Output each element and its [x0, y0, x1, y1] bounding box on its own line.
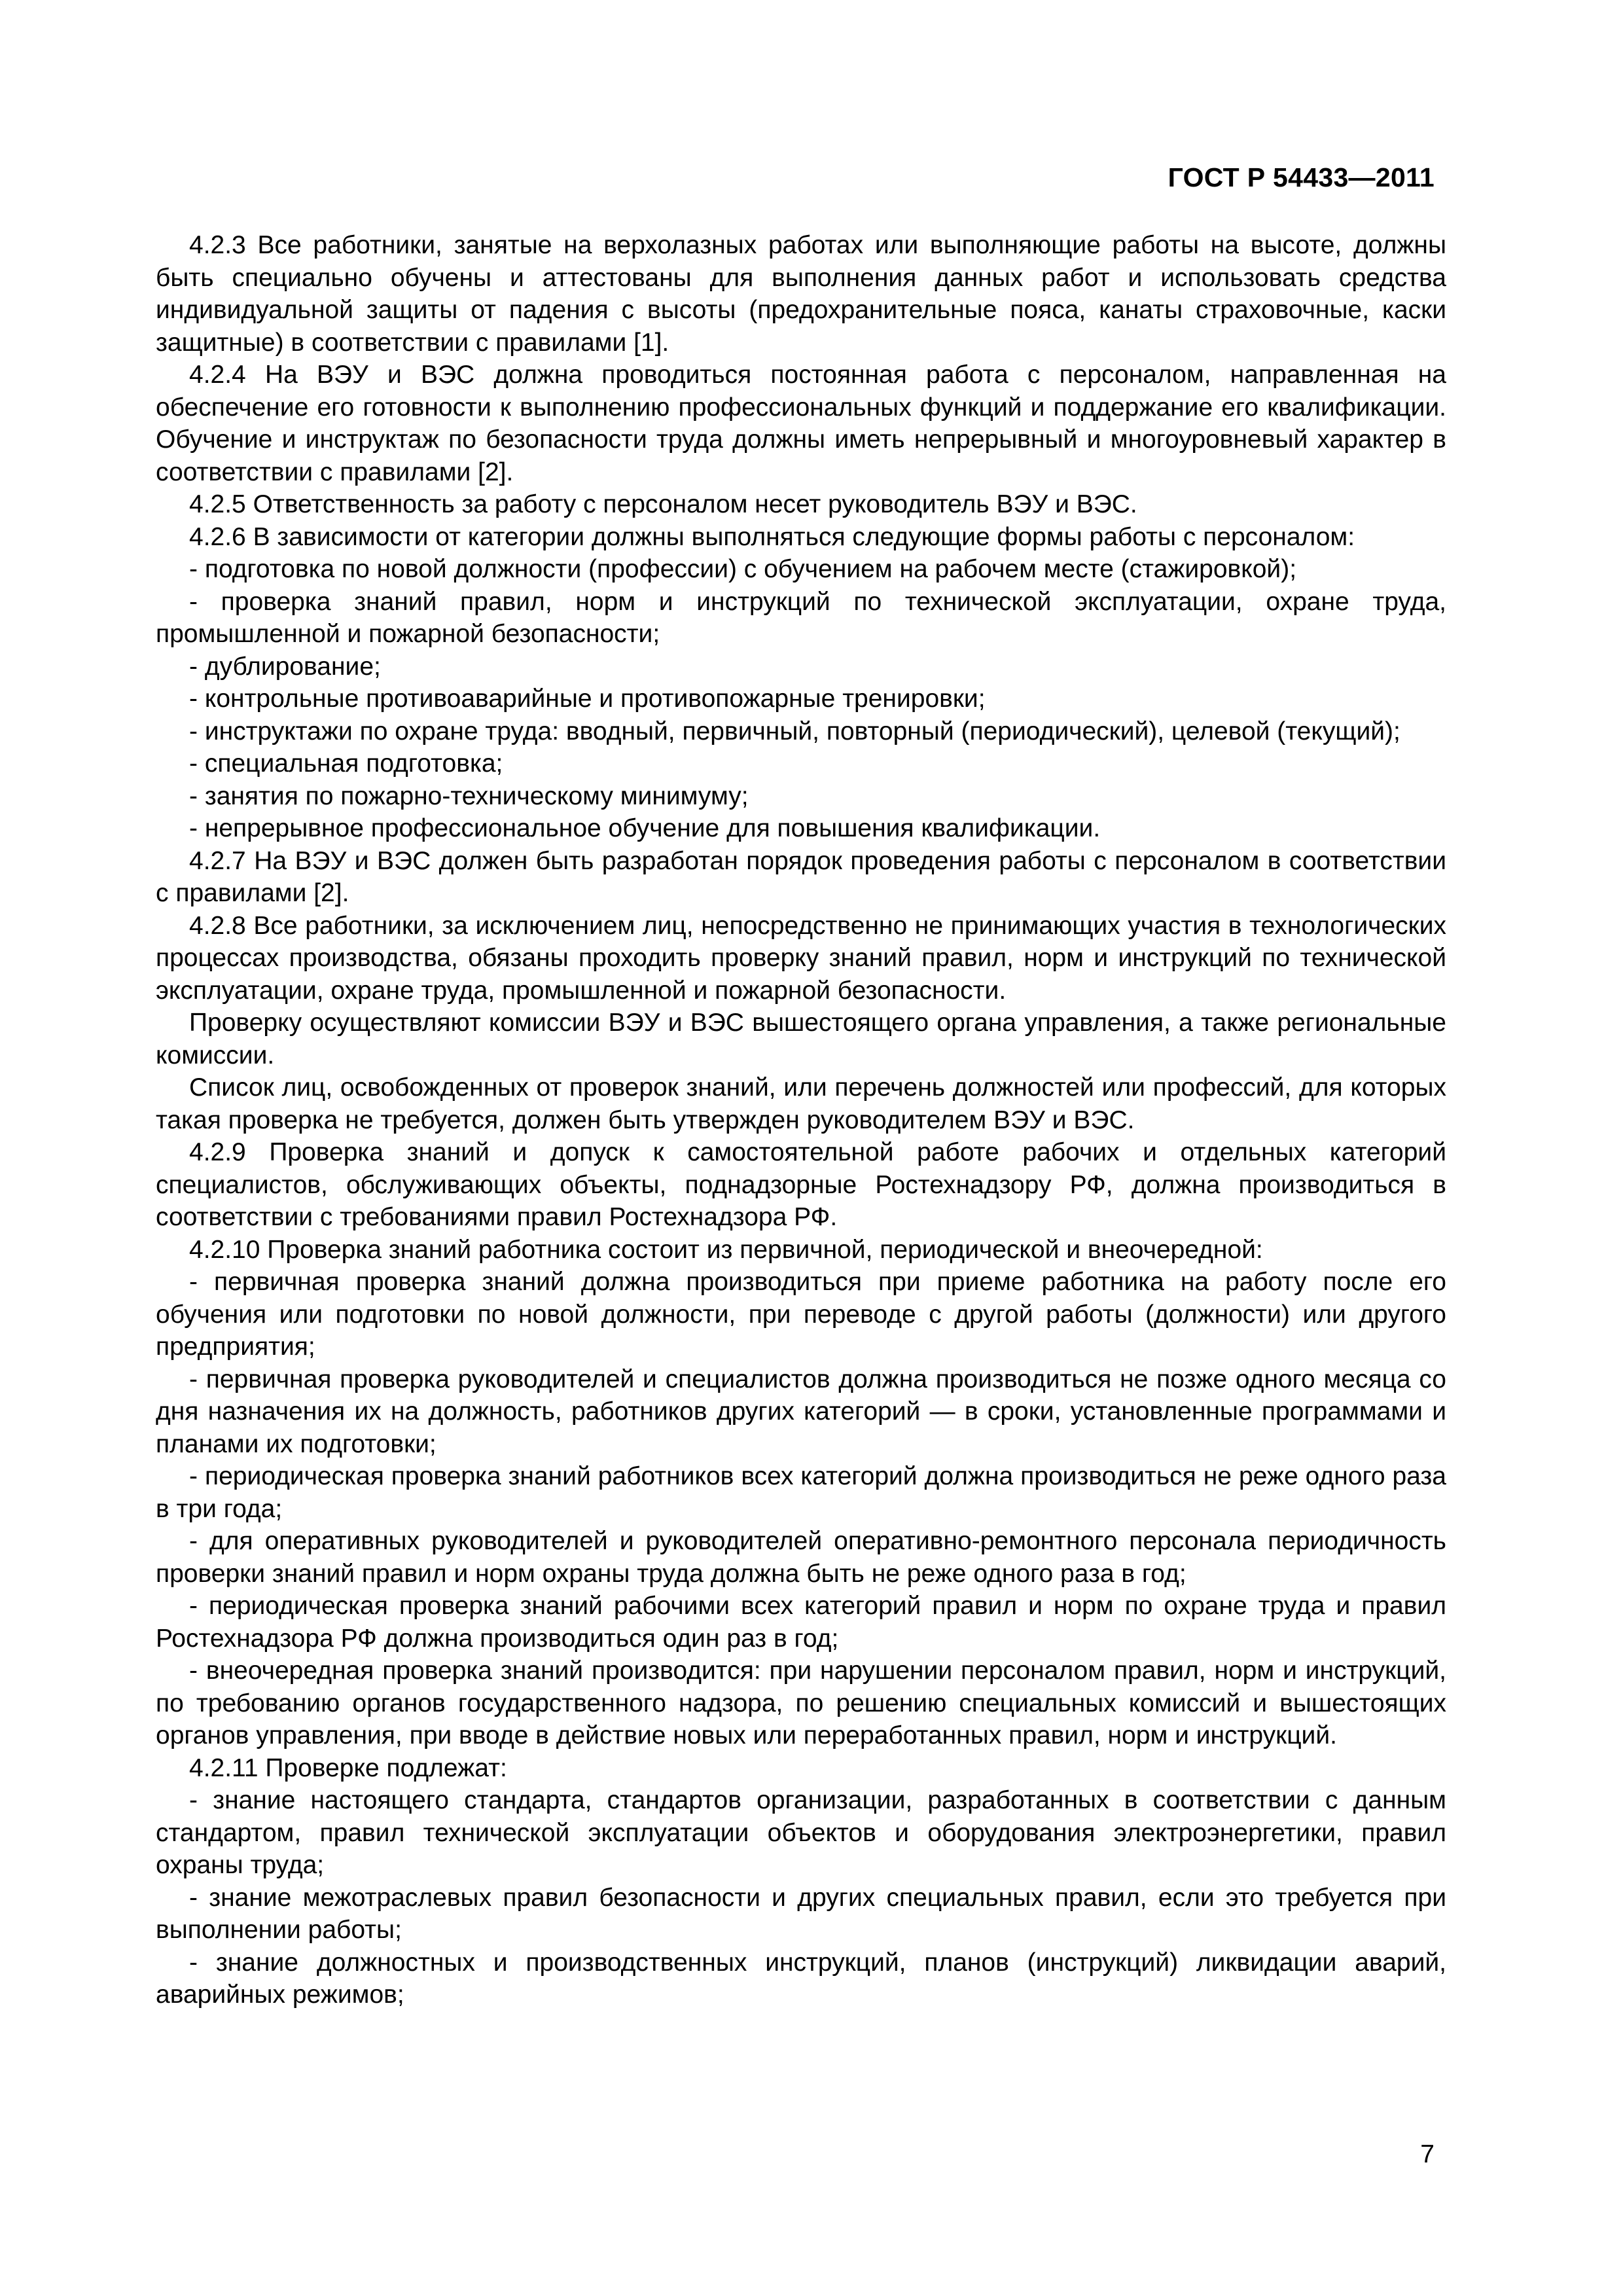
list-item: - знание настоящего стандарта, стандартов организации, разработанных в соответствии с данным стандартом, правил технической эксплуатации объектов и оборудования электроэнергетики, правил охраны труда; — [156, 1786, 1446, 1879]
paragraph-4-2-11: 4.2.11 Проверке подлежат: — [189, 1753, 507, 1782]
list-item: - специальная подготовка; — [189, 749, 503, 778]
list-item: - периодическая проверка знаний рабочими всех категорий правил и норм по охране труда и правил Ростехнадзора РФ должна производиться один раз в год; — [156, 1592, 1446, 1653]
list-item: - подготовка по новой должности (профессии) с обучением на рабочем месте (стажировкой); — [189, 555, 1297, 583]
paragraph-4-2-6: 4.2.6 В зависимости от категории должны выполняться следующие формы работы с персоналом: — [189, 522, 1355, 551]
list-item: - знание должностных и производственных инструкций, планов (инструкций) ликвидации аварий, аварийных режимов; — [156, 1948, 1446, 2009]
paragraph-4-2-10: 4.2.10 Проверка знаний работника состоит из первичной, периодической и внеочередной: — [189, 1235, 1263, 1264]
paragraph: Список лиц, освобожденных от проверок знаний, или перечень должностей или профессий, для которых такая проверка не требуется, должен быть утвержден руководителем ВЭУ и ВЭС. — [156, 1073, 1446, 1134]
list-item: - первичная проверка знаний должна производиться при приеме работника на работу после его обучения или подготовки по новой должности, при переводе с другой работы (должности) или другого предприятия; — [156, 1268, 1446, 1361]
paragraph: Проверку осуществляют комиссии ВЭУ и ВЭС вышестоящего органа управления, а также региональные комиссии. — [156, 1009, 1446, 1069]
paragraph-4-2-8: 4.2.8 Все работники, за исключением лиц, непосредственно не принимающих участия в технологических процессах производства, обязаны проходить проверку знаний правил, норм и инструкций по технической эксплуатации, охране труда, промышленной и пожарной безопасности. — [156, 911, 1446, 1005]
list-item: - непрерывное профессиональное обучение для повышения квалификации. — [189, 814, 1101, 842]
list-item: - занятия по пожарно-техническому минимуму; — [189, 781, 749, 810]
page-number: 7 — [1420, 2140, 1435, 2168]
list-item: - проверка знаний правил, норм и инструкций по технической эксплуатации, охране труда, промышленной и пожарной безопасности; — [156, 587, 1446, 648]
list-item: - внеочередная проверка знаний производится: при нарушении персоналом правил, норм и инструкций, по требованию органов государственного надзора, по решению специальных комиссий и вышестоящих органов управления, при вводе в действие новых или переработанных правил, норм и инструкций. — [156, 1657, 1446, 1749]
list-item: - знание межотраслевых правил безопасности и других специальных правил, если это требуется при выполнении работы; — [156, 1883, 1446, 1944]
paragraph-4-2-5: 4.2.5 Ответственность за работу с персоналом несет руководитель ВЭУ и ВЭС. — [189, 490, 1137, 518]
paragraph-4-2-4: 4.2.4 На ВЭУ и ВЭС должна проводиться постоянная работа с персоналом, направленная на обеспечение его готовности к выполнению профессиональных функций и поддержание его квалификации. Обучение и инструктаж по безопасности труда должны иметь непрерывный и многоуровневый характер в соответствии с правилами [2]. — [156, 361, 1446, 486]
document-body — [156, 229, 1446, 2011]
list-item: - периодическая проверка знаний работников всех категорий должна производиться не реже одного раза в три года; — [156, 1462, 1446, 1523]
paragraph-4-2-9: 4.2.9 Проверка знаний и допуск к самостоятельной работе рабочих и отдельных категорий специалистов, обслуживающих объекты, поднадзорные Ростехнадзору РФ, должна производиться в соответствии с требованиями правил Ростехнадзора РФ. — [156, 1138, 1446, 1231]
list-item: - первичная проверка руководителей и специалистов должна производиться не позже одного месяца со дня назначения их на должность, работников других категорий — в сроки, установленные программами и планами их подготовки; — [156, 1365, 1446, 1458]
list-item: - инструктажи по охране труда: вводный, первичный, повторный (периодический), целевой (текущий); — [189, 717, 1400, 745]
list-item: - контрольные противоаварийные и противопожарные тренировки; — [189, 685, 986, 713]
paragraph-4-2-7: 4.2.7 На ВЭУ и ВЭС должен быть разработан порядок проведения работы с персоналом в соответствии с правилами [2]. — [156, 846, 1446, 907]
paragraph-4-2-3: 4.2.3 Все работники, занятые на верхолазных работах или выполняющие работы на высоте, должны быть специально обучены и аттестованы для выполнения данных работ и использовать средства индивидуальной защиты от падения с высоты (предохранительные пояса, канаты страховочные, каски защитные) в соответствии с правилами [1]. — [156, 231, 1446, 357]
list-item: - для оперативных руководителей и руководителей оперативно-ремонтного персонала периодичность проверки знаний правил и норм охраны труда должна быть не реже одного раза в год; — [156, 1527, 1446, 1588]
list-item: - дублирование; — [189, 652, 381, 681]
document-code-header: ГОСТ Р 54433—2011 — [1168, 162, 1435, 192]
